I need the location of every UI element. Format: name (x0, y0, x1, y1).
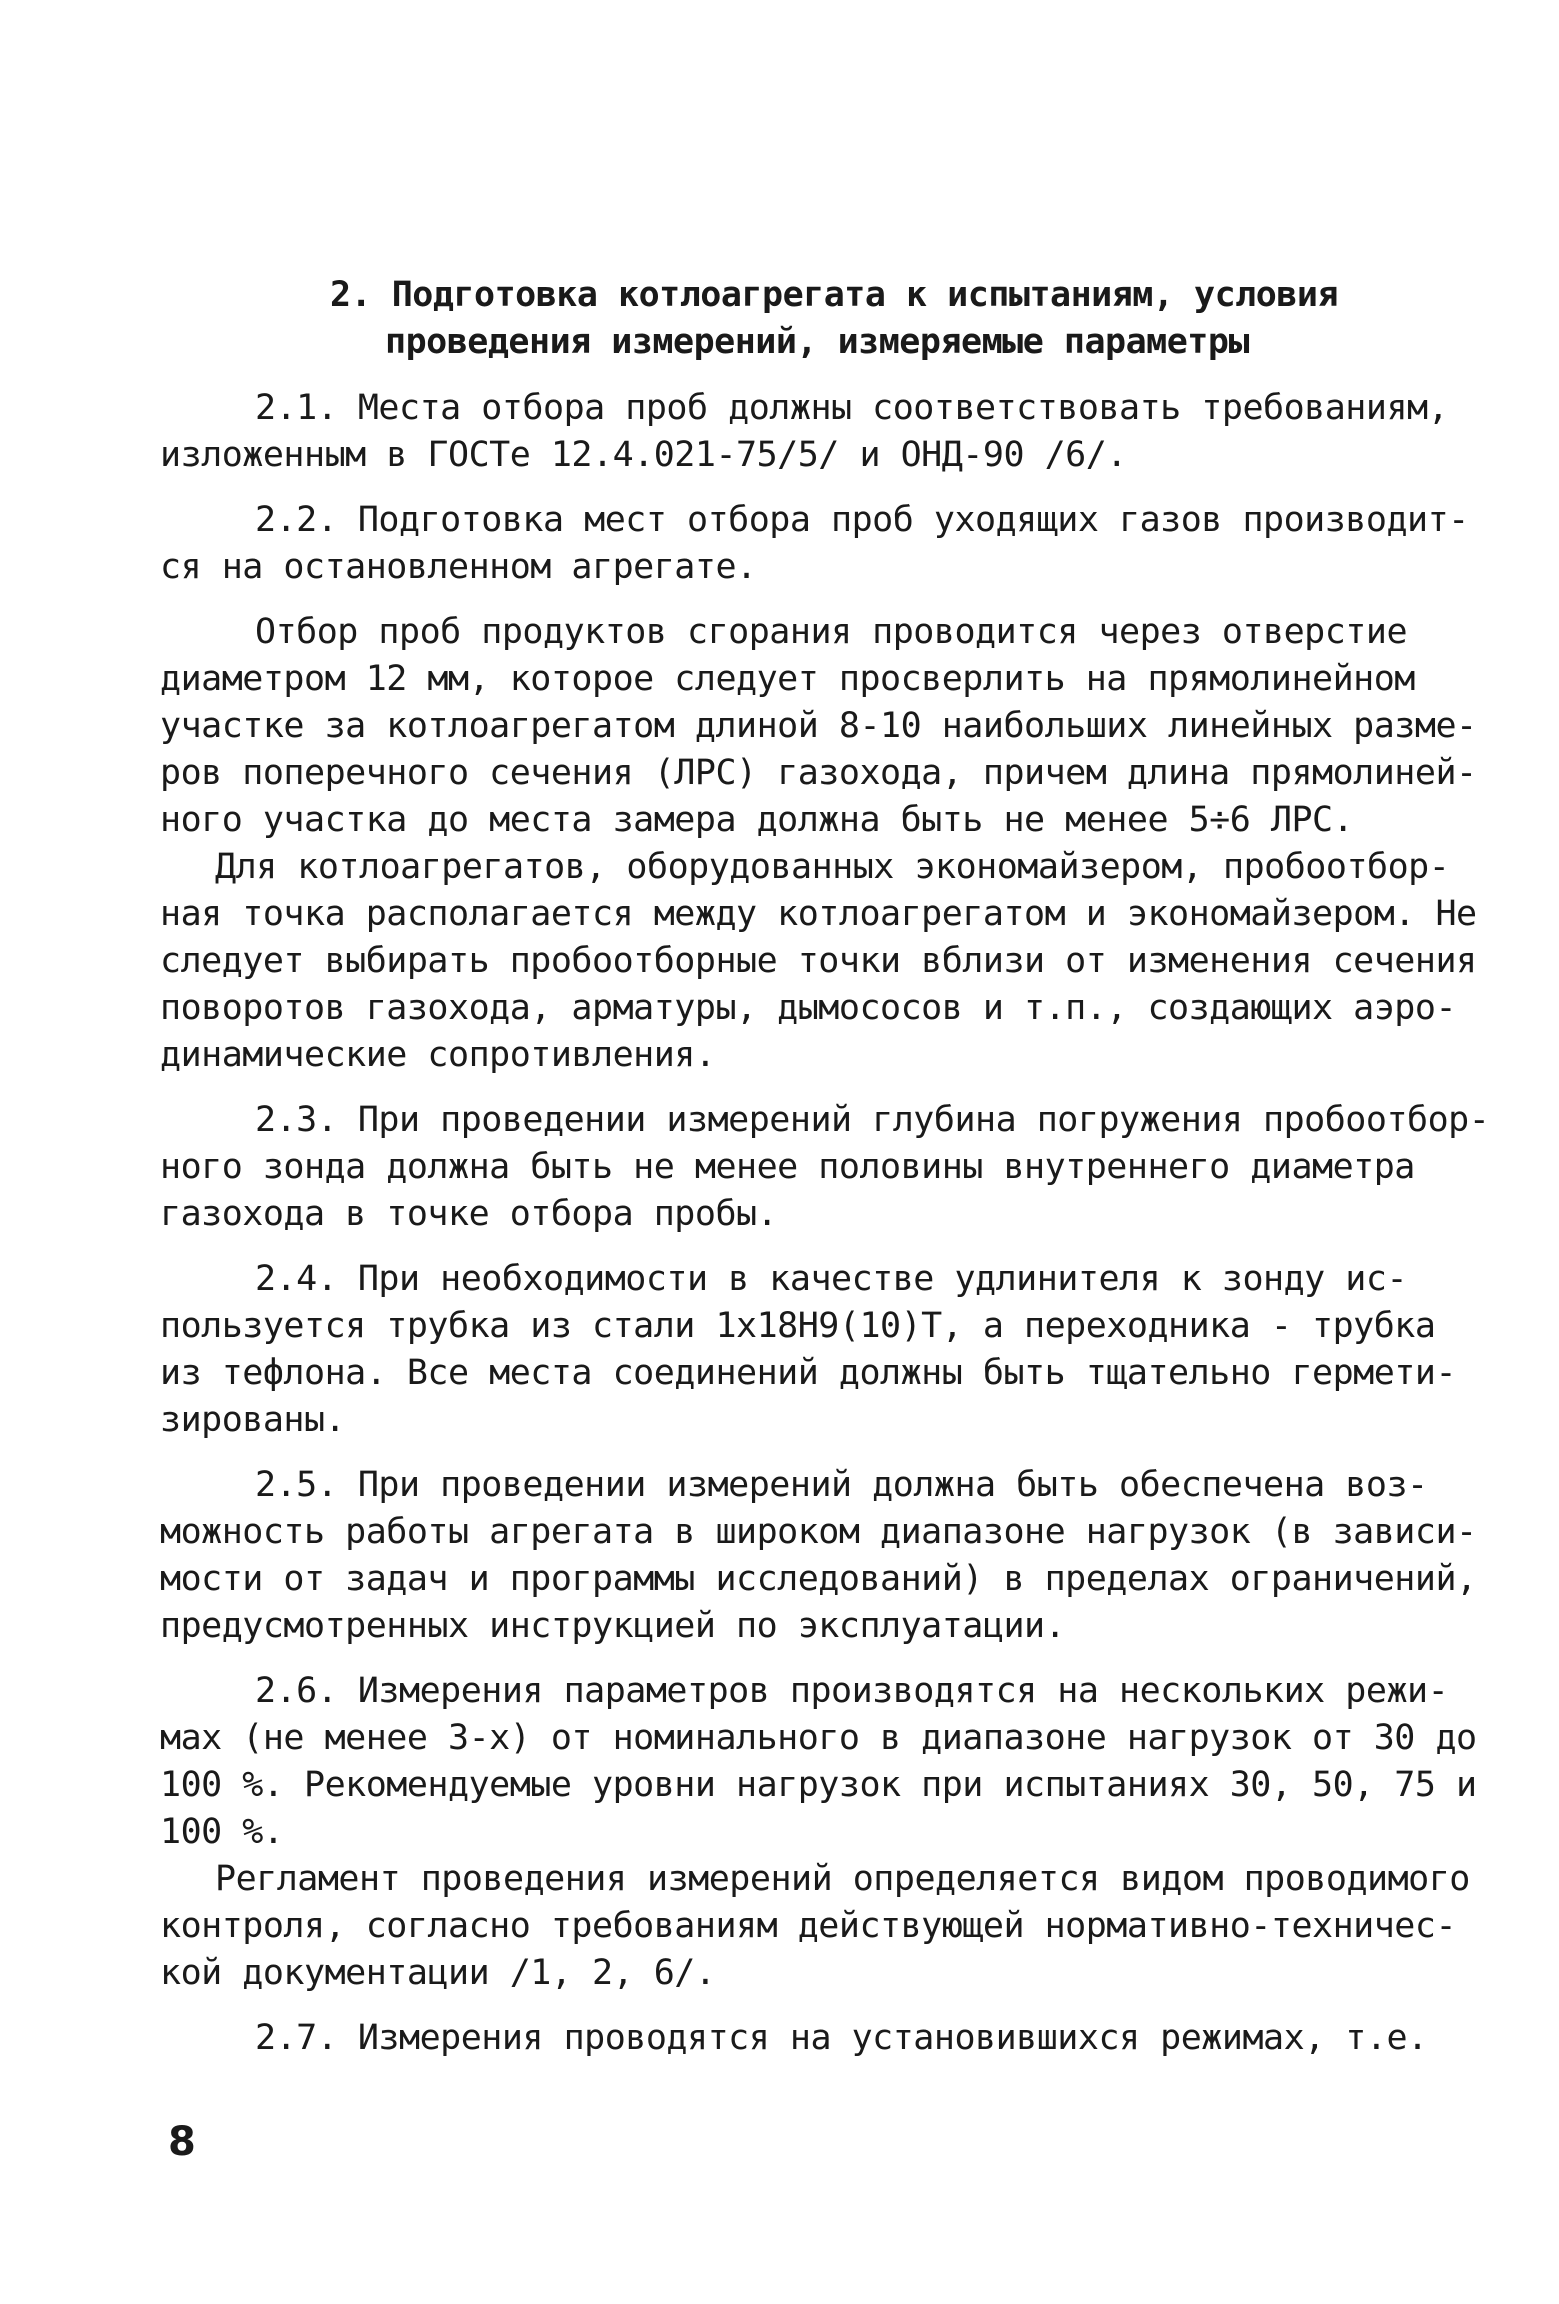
paragraph-2-7 (160, 2015, 1428, 2062)
section-title-line-1: 2. Подготовка котлоагрегата к испытаниям, условия (330, 275, 1339, 315)
paragraph-2-4 (160, 1256, 1457, 1444)
text-line: ного участка до места замера должна быть не менее 5÷6 ЛРС. (160, 800, 1354, 840)
text-line: ная точка располагается между котлоагрегатом и экономайзером. Не (160, 894, 1477, 934)
text-line: Для котлоагрегатов, оборудованных экономайзером, пробоотбор- (215, 847, 1450, 887)
text-line: предусмотренных инструкцией по эксплуатации. (160, 1606, 1066, 1646)
text-line: мах (не менее 3-х) от номинального в диапазоне нагрузок от 30 до (160, 1718, 1477, 1758)
text-line: поворотов газохода, арматуры, дымососов и т.п., создающих аэро- (160, 988, 1457, 1028)
text-line: можность работы агрегата в широком диапазоне нагрузок (в зависи- (160, 1512, 1477, 1552)
text-line: 2.7. Измерения проводятся на установившихся режимах, т.е. (255, 2018, 1428, 2058)
text-line: ного зонда должна быть не менее половины внутреннего диаметра (160, 1147, 1415, 1187)
section-title (330, 272, 1430, 366)
text-line: 100 %. (160, 1812, 284, 1852)
text-line: пользуется трубка из стали 1x18Н9(10)Т, а переходника - трубка (160, 1306, 1436, 1346)
paragraph-2-5 (160, 1462, 1477, 1650)
paragraph-2-1 (160, 385, 1449, 479)
text-line: 2.1. Места отбора проб должны соответствовать требованиям, (255, 388, 1449, 428)
paragraph-2-2 (160, 497, 1469, 591)
text-line: Регламент проведения измерений определяется видом проводимого (215, 1859, 1470, 1899)
text-line: Отбор проб продуктов сгорания проводится через отверстие (255, 612, 1408, 652)
text-line: из тефлона. Все места соединений должны быть тщательно гермети- (160, 1353, 1457, 1393)
text-line: ров поперечного сечения (ЛРС) газохода, причем длина прямолиней- (160, 753, 1477, 793)
paragraph-sampling (160, 609, 1477, 1079)
text-line: участке за котлоагрегатом длиной 8-10 наибольших линейных разме- (160, 706, 1477, 746)
page-number: 8 (168, 2119, 196, 2165)
text-line: кой документации /1, 2, 6/. (160, 1953, 716, 1993)
text-line: 2.5. При проведении измерений должна быть обеспечена воз- (255, 1465, 1428, 1505)
paragraph-2-3 (160, 1097, 1490, 1238)
text-line: мости от задач и программы исследований) в пределах ограничений, (160, 1559, 1477, 1599)
text-line: диаметром 12 мм, которое следует просверлить на прямолинейном (160, 659, 1415, 699)
document-body (160, 385, 1490, 2080)
text-line: 2.2. Подготовка мест отбора проб уходящих газов производит- (255, 500, 1469, 540)
text-line: 2.3. При проведении измерений глубина погружения пробоотбор- (255, 1100, 1490, 1140)
section-title-line-2: проведения измерений, измеряемые параметры (385, 322, 1250, 362)
text-line: 2.4. При необходимости в качестве удлинителя к зонду ис- (255, 1259, 1408, 1299)
text-line: газохода в точке отбора пробы. (160, 1194, 778, 1234)
text-line: динамические сопротивления. (160, 1035, 716, 1075)
text-line: изложенным в ГОСТе 12.4.021-75/5/ и ОНД-90 /6/. (160, 435, 1127, 475)
text-line: ся на остановленном агрегате. (160, 547, 757, 587)
text-line: зированы. (160, 1400, 346, 1440)
paragraph-2-6 (160, 1668, 1477, 1997)
text-line: следует выбирать пробоотборные точки вблизи от изменения сечения (160, 941, 1477, 981)
text-line: 2.6. Измерения параметров производятся на нескольких режи- (255, 1671, 1449, 1711)
text-line: контроля, согласно требованиям действующей нормативно-техничес- (160, 1906, 1457, 1946)
text-line: 100 %. Рекомендуемые уровни нагрузок при испытаниях 30, 50, 75 и (160, 1765, 1477, 1805)
